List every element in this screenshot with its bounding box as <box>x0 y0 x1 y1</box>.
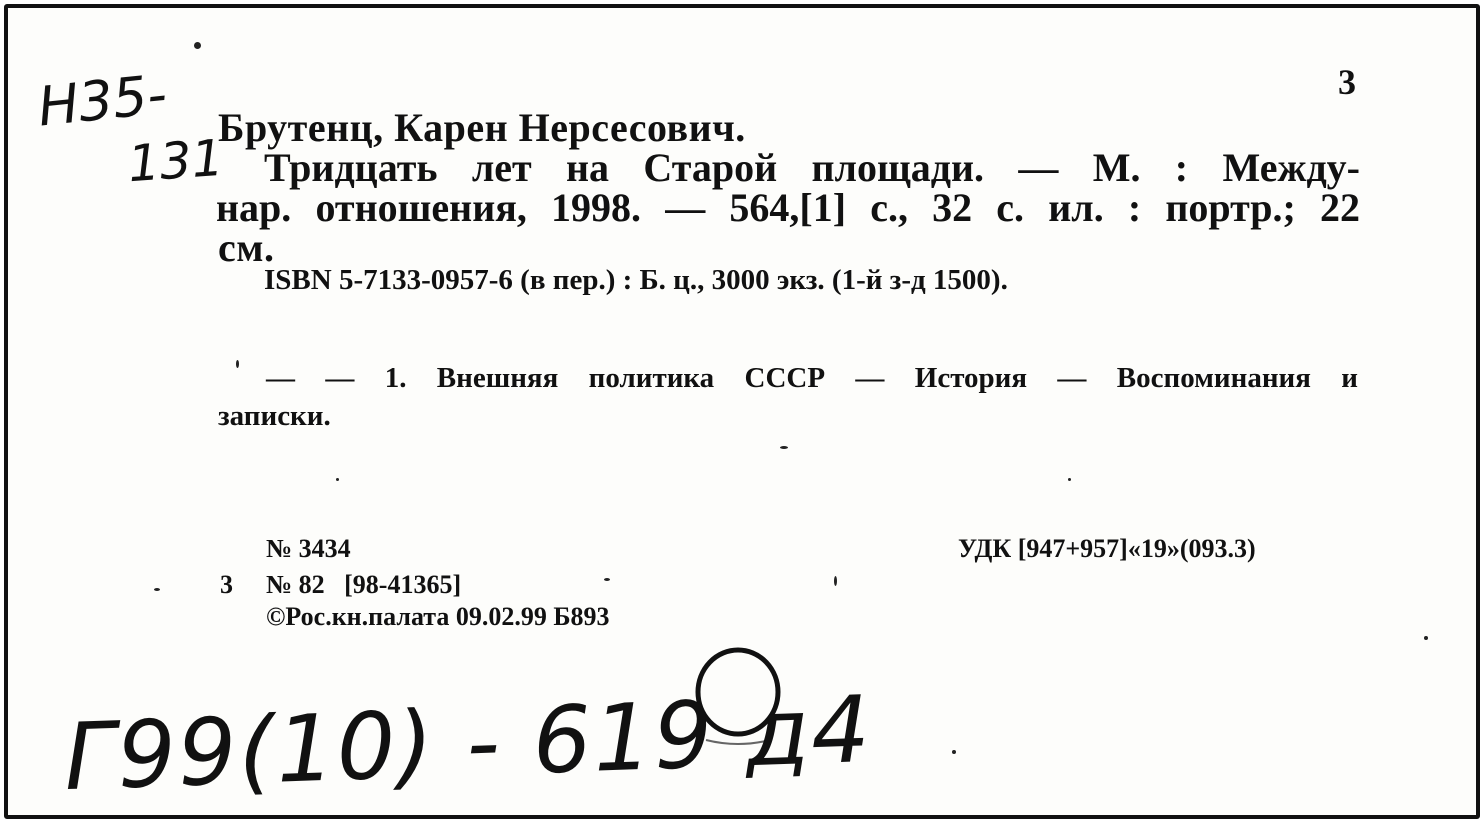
scan-speck <box>154 588 160 591</box>
isbn-line: ISBN 5-7133-0957-6 (в пер.) : Б. ц., 3000 экз. (1-й з-д 1500). <box>264 264 1008 296</box>
scan-speck <box>236 360 239 368</box>
scan-speck <box>952 750 956 754</box>
handwritten-shelf-code-line2: 131 <box>126 128 226 194</box>
scan-speck <box>336 478 339 481</box>
scan-speck <box>834 576 837 586</box>
catalog-card <box>4 4 1480 819</box>
scan-speck <box>194 42 201 49</box>
record-number-2: № 82 [98-41365] <box>266 570 462 599</box>
author-heading: Брутенц, Карен Нерсесович. <box>218 105 746 150</box>
subject-line-1: — — 1. Внешняя политика СССР — История — Воспоминания и <box>266 362 1358 394</box>
handwritten-bottom-code: Г99(10) - 619 д4 <box>62 675 874 812</box>
scan-speck <box>604 578 610 581</box>
record-prefix: 3 <box>220 570 233 599</box>
title-line-3: см. <box>218 225 275 270</box>
scan-speck <box>780 446 788 449</box>
handwritten-shelf-code-line1: Н35- <box>35 62 170 139</box>
scan-speck <box>1424 636 1428 640</box>
card-corner-number: 3 <box>1338 62 1356 102</box>
record-number-1: № 3434 <box>266 534 351 563</box>
scan-speck <box>1068 478 1071 481</box>
book-chamber-line: ©Рос.кн.палата 09.02.99 Б893 <box>266 602 610 631</box>
title-line-2: нар. отношения, 1998. — 564,[1] с., 32 с. ил. : портр.; 22 <box>216 185 1360 230</box>
udk-code: УДК [947+957]«19»(093.3) <box>958 534 1256 563</box>
title-line-1: Тридцать лет на Старой площади. — М. : Между- <box>264 145 1360 190</box>
subject-line-2: записки. <box>218 400 331 432</box>
